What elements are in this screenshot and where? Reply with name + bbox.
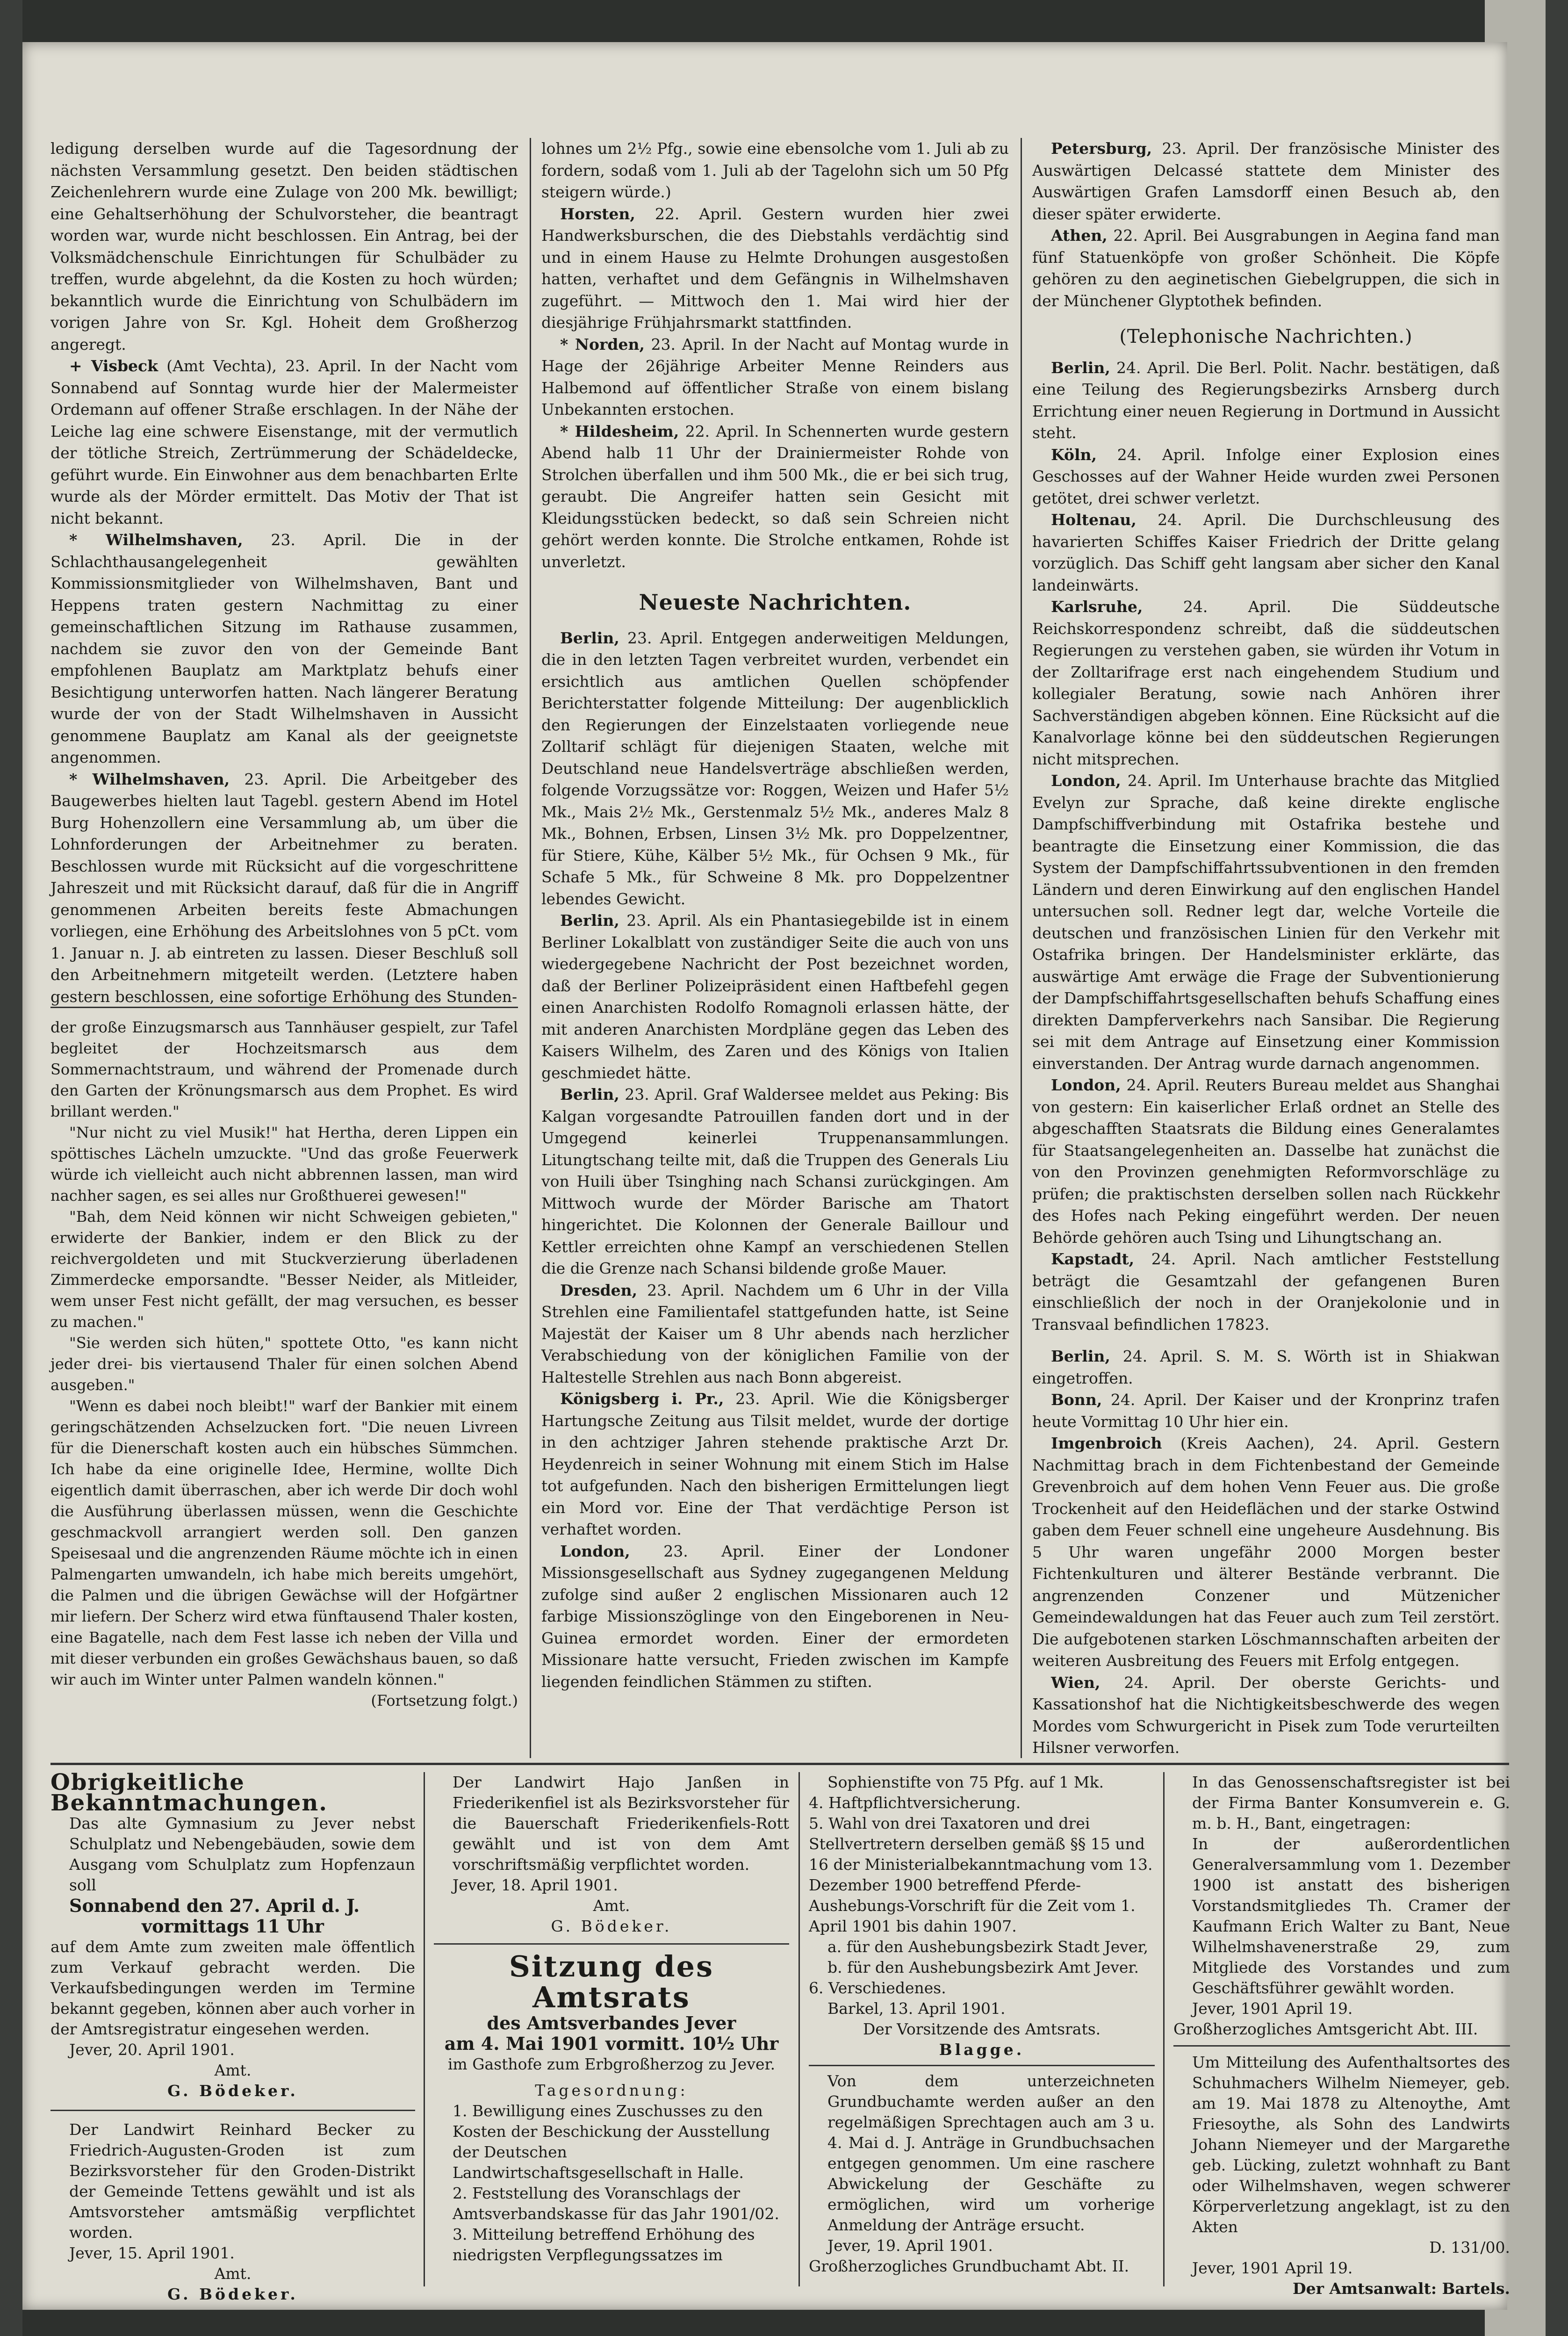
meeting-title: Sitzung des Amtsrats	[509, 1949, 714, 2014]
ad-place-date: Jever, 1901 April 19.	[1192, 2259, 1353, 2277]
column-rule	[1021, 138, 1022, 1758]
dateline: Athen,	[1051, 226, 1108, 245]
article-wilhelmshaven-2	[50, 769, 518, 1008]
tel-wien	[1032, 1672, 1500, 1759]
ad-office: Amt.	[214, 2264, 252, 2283]
ad-column-c	[809, 1772, 1155, 2277]
dateline: Berlin,	[1051, 358, 1110, 377]
feuilleton-text: "Wenn es dabei noch bleibt!" warf der Bankier mit einem geringschätzenden Achselzucken fort. "Die neuen Livreen für die Dienerschaft kosten auch ein hübsches Sümmchen. Ich habe da eine originelle Idee, Hermine, wollte Dich eigentlich damit überraschen, aber ich werde Dir doch wohl die Ausführung überlassen müssen, wenn die Geschichte geschmackvoll arrangiert werden soll. Den ganzen Speisesaal und die angrenzenden Räume möchte ich in einen Palmengarten umwandeln, ich habe mich bereits umgehört, die Palmen und die übrigen Gewächse will der Hofgärtner mir liefern. Der Scherz wird etwa fünftausend Thaler kosten, eine Bagatelle, nach dem Fest lasse ich neben der Villa und mit dieser verbunden ein großes Gewächshaus bauen, so daß wir auch im Winter unter Palmen wandeln können."	[50, 1397, 518, 1688]
dateline: Holtenau,	[1051, 511, 1136, 529]
article-text: 23. April. Die Arbeitgeber des Baugewerbes hielten laut Tagebl. gestern Abend im Hotel Burg Hohenzollern eine Versammlung ab, um über die Lohnforderungen der Arbeitnehmer zu beraten. Beschlossen wurde mit Rücksicht auf die vorgeschrittene Jahreszeit und mit Rücksicht darauf, daß für die in Angriff genommenen Arbeiten bereits feste Abmachungen vorliegen, eine Erhöhung des Arbeitslohnes von 5 pCt. vom 1. Januar n. J. ab eintreten zu lassen. Dieser Beschluß soll den Arbeitnehmern mitgeteilt werden. (Letztere haben gestern beschlossen, eine sofortige Erhöhung des Stunden-	[50, 770, 518, 1006]
ad-place-date: Jever, 18. April 1901.	[453, 1876, 618, 1894]
ad-signature: Blagge.	[939, 2040, 1025, 2059]
article-text: 24. April. Infolge einer Explosion eines Geschosses auf der Wahner Heide wurden zwei Personen getötet, drei schwer verletzt.	[1032, 445, 1500, 507]
news-berlin-1	[541, 627, 1009, 910]
ad-place-date: Jever, 19. April 1901.	[827, 2236, 993, 2255]
article-text: 23. April. Als ein Phantasiegebilde ist in einem Berliner Lokalblatt von zuständiger Seite die auch von uns wiedergegebene Nachricht der Post bezeichnet worden, daß der Berliner Polizeipräsident einen Haftbefehl gegen einen Anarchisten Rodolfo Romagnoli erlassen hätte, der mit anderen Anarchisten Mordpläne gegen das Leben des Kaisers Wilhelm, des Zaren und des Königs von Italien geschmiedet hätte.	[541, 911, 1009, 1082]
ad-office: Großherzogliches Amtsgericht Abt. III.	[1173, 2020, 1478, 2038]
agenda-subitem: b. für den Aushebungsbezirk Amt Jever.	[827, 1958, 1139, 1976]
tel-berlin-2	[1032, 1346, 1500, 1389]
article-wilhelmshaven-1	[50, 529, 518, 769]
feuilleton-text: "Bah, dem Neid können wir nicht Schweigen gebieten," erwiderte der Bankier, indem er den Blick zu der reichvergoldeten und mit Stuckverzierung überladenen Zimmerdecke emporsandte. "Besser Neider, als Mitleider, wem unser Fest nicht gefällt, der mag versuchen, es besser zu machen."	[50, 1208, 518, 1331]
news-london	[541, 1541, 1009, 1693]
dateline: Kapstadt,	[1051, 1250, 1135, 1268]
article-text: (Amt Vechta), 23. April. In der Nacht vom Sonnabend auf Sonntag wurde hier der Malermeister Ordemann auf offener Straße erschlagen. In der Nähe der Leiche lag eine schwere Eisenstange, mit der vermutlich der tötliche Streich, Zertrümmerung der Schädeldecke, geführt wurde. Ein Einwohner aus dem benachbarten Erlte wurde als der Mörder ermittelt. Das Motiv der That ist nicht bekannt.	[50, 357, 518, 527]
article-text: lohnes um 2½ Pfg., sowie eine ebensolche vom 1. Juli ab zu fordern, sodaß vom 1. Juli ab der Tagelohn sich um 50 Pfg steigern würde.)	[541, 139, 1009, 201]
ad-reference: D. 131/00.	[1429, 2238, 1510, 2257]
tel-imgenbroich	[1032, 1433, 1500, 1672]
article-text: 24. April. Reuters Bureau meldet aus Shanghai von gestern: Ein kaiserlicher Erlaß ordnet an Stelle des abgeschafften Staatsrats die Bildung eines Generalamtes für Staatsangelegenheiten an. Dasselbe hat zunächst die von den Provinzen genehmigten Reformvorschläge zu prüfen; die praktischsten derselben sollen nach Rückkehr des Hofes nach Peking eingeführt werden. Der neuen Behörde gehören auch Tsing und Lihungtschang an.	[1032, 1076, 1500, 1247]
ad-signature: Der Amtsanwalt: Bartels.	[1293, 2279, 1510, 2298]
article-text: 23. April. Wie die Königsberger Hartungsche Zeitung aus Tilsit meldet, wurde der dortige in den achtziger Jahren stehende praktische Arzt Dr. Heydenreich in seiner Wohnung mit einem Stich im Halse tot aufgefunden. Nach den bisherigen Ermittelungen liegt ein Mord vor. Eine der That verdächtige Person ist verhaftet worden.	[541, 1390, 1009, 1538]
dateline: Berlin,	[560, 1085, 619, 1103]
agenda-item: 4. Haftpflichtversicherung.	[809, 1794, 1021, 1812]
news-berlin-3	[541, 1084, 1009, 1280]
article-text: 24. April. Die Berl. Polit. Nachr. bestätigen, daß eine Teilung des Regierungsbezirks Arnsberg durch Errichtung einer neuen Regierung in Dortmund in Aussicht steht.	[1032, 358, 1500, 442]
article-text: 23. April. Die in der Schlachthausangelegenheit gewählten Kommissionsmitglieder von Wilhelmshaven, Bant und Heppens traten gestern Nachmittag zu einer gemeinschaftlichen Sitzung im Rathause zusammen, nachdem sie zuvor den von der Gemeinde Bant empfohlenen Bauplatz am Marktplatz behufs einer Besichtigung unterworfen hatten. Nach längerer Beratung wurde der von der Stadt Wilhelmshaven in Aussicht genommene Bauplatz am Kanal als der geeignetste angenommen.	[50, 531, 518, 766]
dateline: Berlin,	[560, 628, 619, 647]
dateline: Imgenbroich	[1051, 1434, 1162, 1452]
dateline: Bonn,	[1051, 1391, 1102, 1409]
agenda-subitem: a. für den Aushebungsbezirk Stadt Jever,	[827, 1938, 1149, 1956]
feuilleton-text: "Sie werden sich hüten," spottete Otto, "es kann nicht jeder drei- bis viertausend Thaler für einen solchen Abend ausgeben."	[50, 1334, 518, 1394]
ad-text: Von dem unterzeichneten Grundbuchamte werden außer an den regelmäßigen Sprechtagen auch am 3 u. 4. Mai d. J. Anträge in Grundbuchsachen entgegen genommen. Um eine raschere Abwickelung der Geschäfte zu ermöglichen, wird um vorherige Anmeldung der Anträge ersucht.	[827, 2072, 1155, 2234]
section-heading: (Telephonische Nachrichten.)	[1119, 326, 1413, 347]
column-rule	[530, 138, 531, 1758]
dateline: Karlsruhe,	[1051, 598, 1143, 616]
scan-border-left	[0, 0, 22, 2336]
tel-holtenau	[1032, 509, 1500, 596]
continuation-note: (Fortsetzung folgt.)	[371, 1692, 518, 1709]
ad-divider	[809, 2065, 1155, 2066]
ad-column-rule	[1163, 1772, 1165, 2286]
dateline: Köln,	[1051, 445, 1097, 464]
ad-text: Um Mitteilung des Aufenthaltsortes des Schuhmachers Wilhelm Niemeyer, geb. am 19. Mai 1878 zu Altenoythe, Amt Friesoythe, als Sohn des Landwirts Johann Niemeyer und der Margarethe geb. Lücking, zuletzt wohnhaft zu Bant oder Wilhelmshaven, wegen schwerer Körperverletzung angeklagt, ist zu den Akten	[1192, 2053, 1510, 2236]
ad-signature: G. Bödeker.	[167, 2082, 298, 2100]
news-berlin-2	[541, 910, 1009, 1084]
article-text: 24. April. Der oberste Gerichts- und Kassationshof hat die Nichtigkeitsbeschwerde des wegen Mordes vom Schwurgericht in Pisek zum Tode verurteilten Hilsner verworfen.	[1032, 1673, 1500, 1757]
article-text: (Kreis Aachen), 24. April. Gestern Nachmittag brach in dem Fichtenbestand der Gemeinde Grevenbroich auf dem hohen Venn Feuer aus. Die große Trockenheit auf den Heideflächen und der starke Ostwind gaben dem Feuer schnell eine ungeheure Ausdehnung. Bis 5 Uhr waren ungefähr 2000 Morgen bester Fichtenkulturen und älterer Bestände verbrannt. Die angrenzenden Conzener und Mützenicher Gemeindewaldungen hat das Feuer auch zum Teil zerstört. Die aufgebotenen starken Löschmannschaften arbeiten der weiteren Ausbreitung des Feuers mit Erfolg entgegen.	[1032, 1434, 1500, 1670]
tel-koeln	[1032, 444, 1500, 510]
news-dresden	[541, 1280, 1009, 1389]
agenda-item: Sophienstifte von 75 Pfg. auf 1 Mk.	[827, 1773, 1104, 1791]
tel-berlin	[1032, 357, 1500, 444]
feuilleton	[50, 1017, 518, 1711]
column-2	[541, 138, 1009, 1693]
dateline: * Wilhelmshaven,	[69, 770, 230, 788]
dateline: Horsten,	[560, 204, 635, 223]
dateline: Berlin,	[1051, 1347, 1110, 1365]
scan-border-right	[1546, 0, 1568, 2336]
tel-london-1	[1032, 770, 1500, 1074]
dateline: * Norden,	[560, 335, 645, 353]
ad-text: Der Landwirt Hajo Janßen in Friederikenfiel ist als Bezirksvorsteher für die Bauerschaft Friederikenfiels-Rott gewählt und ist von dem Amt vorschriftsmäßig verpflichtet worden.	[453, 1773, 789, 1874]
dateline: London,	[560, 1542, 630, 1560]
ad-place-date: Jever, 1901 April 19.	[1192, 1999, 1353, 2018]
article-text: 24. April. Der Kaiser und der Kronprinz trafen heute Vormittag 10 Uhr hier ein.	[1032, 1391, 1500, 1431]
ad-place-date: Jever, 20. April 1901.	[69, 2040, 235, 2059]
meeting-datetime: am 4. Mai 1901 vormitt. 10½ Uhr	[444, 2033, 779, 2054]
ad-time: vormittags 11 Uhr	[142, 1916, 324, 1937]
news-petersburg	[1032, 138, 1500, 225]
ad-office: Der Vorsitzende des Amtsrats.	[863, 2020, 1101, 2038]
tel-bonn	[1032, 1389, 1500, 1433]
ad-column-d	[1173, 1772, 1510, 2299]
ad-column-b	[434, 1772, 789, 2265]
ad-divider	[434, 1943, 789, 1945]
article-text: 23. April. Graf Waldersee meldet aus Peking: Bis Kalgan vorgesandte Patrouillen fanden dort und in der Umgegend keinerlei Truppenansammlungen. Litungtschang teilte mit, daß die Truppen des Generals Liu von Huili über Tsinghing nach Schansi zurückgingen. Am Mittwoch wurde der Mörder Barische am Thatort hingerichtet. Die Kolonnen der Generale Baillour und Kettler erreichten ohne Kampf an verschiedenen Stellen die die Grenze nach Schansi bildende große Mauer.	[541, 1085, 1009, 1277]
dateline: Dresden,	[560, 1281, 638, 1299]
article-text: 23. April. In der Nacht auf Montag wurde in Hage der 26jährige Arbeiter Menne Reinders aus Halbemond auf öffentlicher Straße von einem bislang Unbekannten erstochen.	[541, 335, 1009, 418]
ad-office: Großherzogliches Grundbuchamt Abt. II.	[809, 2257, 1129, 2275]
article-horsten	[541, 203, 1009, 334]
feuilleton-text: "Nur nicht zu viel Musik!" hat Hertha, deren Lippen ein spöttisches Lächeln umzuckte. "Und das große Feuerwerk würde ich vielleicht auch nicht abbrennen lassen, man wird nachher sagen, es sei alles nur Großthuerei gewesen!"	[50, 1124, 518, 1204]
dateline: Königsberg i. Pr.,	[560, 1390, 724, 1408]
dateline: Wien,	[1051, 1673, 1100, 1692]
ad-office: Amt.	[214, 2061, 252, 2079]
ad-date: Sonnabend den 27. April d. J.	[69, 1895, 360, 1916]
agenda-item: 6. Verschiedenes.	[809, 1979, 946, 1997]
dateline: Berlin,	[560, 911, 619, 930]
ad-divider	[50, 2110, 415, 2111]
article-text: 22. April. In Schennerten wurde gestern Abend halb 11 Uhr der Drainiermeister Rohde von Strolchen überfallen und ihm 500 Mk., die er bei sich trug, geraubt. Die Angreifer hatten sein Gesicht mit Kleidungsstücken bedeckt, so daß sein Schreien nicht gehört werden konnte. Die Strolche entkamen, Rohde ist unverletzt.	[541, 422, 1009, 571]
article-text: 22. April. Gestern wurden hier zwei Handwerksburschen, die des Diebstahls verdächtig sind und in einem Hause zu Helmte Drohungen ausgestoßen hatten, verhaftet und dem Gefängnis in Wilhelmshaven zugeführt. — Mittwoch den 1. Mai wird hier der diesjährige Frühjahrsmarkt stattfinden.	[541, 204, 1009, 332]
dateline: London,	[1051, 1076, 1121, 1094]
column-3	[1032, 138, 1500, 1759]
feuilleton-text: der große Einzugsmarsch aus Tannhäuser gespielt, zur Tafel begleitet der Hochzeitsmarsch aus dem Sommernachtstraum, und während der Promenade durch den Garten der Krönungsmarsch aus dem Prophet. Es wird brillant werden."	[50, 1018, 518, 1120]
meeting-location: im Gasthofe zum Erbgroßherzog zu Jever.	[447, 2055, 776, 2073]
article-text: 24. April. Die Süddeutsche Reichskorrespondenz schreibt, daß die süddeutschen Regierungen zu verstehen gaben, sie würden ihr Votum in der Zolltarifrage erst nach eingehendem Studium und kollegialer Beratung, sowie nach Anhören ihrer Sachverständigen abgeben können. Eine Rücksicht auf die Kanalvorlage könne bei den süddeutschen Regierungen nicht mitsprechen.	[1032, 598, 1500, 768]
article-norden	[541, 334, 1009, 421]
tel-kapstadt	[1032, 1248, 1500, 1335]
tel-london-2	[1032, 1074, 1500, 1248]
tel-karlsruhe	[1032, 596, 1500, 770]
ad-place-date: Jever, 15. April 1901.	[69, 2244, 235, 2262]
article-text: ledigung derselben wurde auf die Tagesordnung der nächsten Versammlung gesetzt. Den beiden städtischen Zeichenlehrern wurde eine Zulage von 200 Mk. bewilligt; eine Gehaltserhöhung der Schulvorsteher, die beantragt worden war, wurde nicht beschlossen. Ein Antrag, bei der Volksmädchenschule Einrichtungen für Schulbäder zu treffen, wurde abgelehnt, da die Kosten zu hoch würden; bekanntlich wurde die Einrichtung von Schulbädern im vorigen Jahre von Sr. Kgl. Hoheit dem Großherzog angeregt.	[50, 139, 518, 353]
article-text: 24. April. S. M. S. Wörth ist in Shiakwan eingetroffen.	[1032, 1347, 1500, 1387]
article-text: 23. April. Nachdem um 6 Uhr in der Villa Strehlen eine Familientafel stattgefunden hatte, ist Seine Majestät der Kaiser um 8 Uhr abends nach herzlicher Verabschiedung von der königlichen Familie von der Haltestelle Strehlen aus nach Bonn abgereist.	[541, 1281, 1009, 1386]
ad-divider	[1173, 2045, 1510, 2047]
ad-column-a	[50, 1769, 415, 2305]
ad-text: In der außerordentlichen Generalversammlung vom 1. Dezember 1900 ist anstatt des bisherigen Vorstandsmitgliedes Th. Cramer der Kaufmann Erich Walter zu Bant, Neue Wilhelmshavenerstraße 29, zum Mitgliede des Vorstandes und zum Geschäftsführer gewählt worden.	[1192, 1835, 1510, 1997]
ad-text: Das alte Gymnasium zu Jever nebst Schulplatz und Nebengebäuden, sowie dem Ausgang vom Schulplatz zum Hopfenzaun soll	[69, 1814, 415, 1894]
announcements-title: Obrigkeitliche Bekanntmachungen.	[50, 1769, 328, 1816]
column-1	[50, 138, 518, 1008]
agenda-item: 5. Wahl von drei Taxatoren und drei Stellvertretern derselben gemäß §§ 15 und 16 der Ministerialbekanntmachung vom 13. Dezember 1900 betreffend Pferde-Aushebungs-Vorschrift für die Zeit vom 1. April 1901 bis dahin 1907.	[809, 1814, 1153, 1935]
agenda-item: 2. Feststellung des Voranschlags der Amtsverbandskasse für das Jahr 1901/02.	[453, 2184, 779, 2223]
ad-signature: G. Bödeker.	[551, 1917, 672, 1935]
ad-column-rule	[424, 1772, 425, 2286]
article-text: 23. April. Einer der Londoner Missionsgesellschaft aus Sydney zugegangenen Meldung zufolge sind außer 2 englischen Missionaren auch 12 farbige Missionszöglinge von den Eingeborenen in Neu-Guinea ermordet worden. Einer der ermordeten Missionare hatte versucht, Frieden zwischen im Kampfe liegenden feindlichen Stämmen zu stiften.	[541, 1542, 1009, 1691]
dateline: + Visbeck	[69, 357, 158, 375]
news-athen	[1032, 225, 1500, 312]
article-text: 24. April. Nach amtlicher Feststellung beträgt die Gesamtzahl der gefangenen Buren einschließlich der noch in der Oranjekolonie und in Transvaal befindlichen 17823.	[1032, 1250, 1500, 1334]
dateline: London,	[1051, 771, 1121, 790]
ad-signature: G. Bödeker.	[167, 2285, 298, 2303]
news-koenigsberg	[541, 1388, 1009, 1541]
ad-text: In das Genossenschaftsregister ist bei der Firma Banter Konsumverein e. G. m. b. H., Bant, eingetragen:	[1192, 1773, 1510, 1832]
article-text: 23. April. Entgegen anderweitigen Meldungen, die in den letzten Tagen verbreitet wurden, verbendet ein ersichtlich aus amtlichen Quellen schöpfender Berichterstatter folgende Mitteilung: Der augenblicklich den Regierungen der Einzelstaaten vorliegende neue Zolltarif schlägt für diejenigen Staaten, welche mit Deutschland neue Handelsverträge abschließen werden, folgende Vorzugssätze vor: Roggen, Weizen und Hafer 5½ Mk., Mais 2½ Mk., Gerstenmalz 5½ Mk., anderes Malz 8 Mk., Bohnen, Erbsen, Linsen 3½ Mk. pro Doppelzentner, für Stiere, Kühe, Kälber 5½ Mk., für Ochsen 9 Mk., für Schafe 5 Mk., für Schweine 8 Mk. pro Doppelzentner lebendes Gewicht.	[541, 628, 1009, 908]
agenda-item: 3. Mitteilung betreffend Erhöhung des niedrigsten Verpflegungssatzes im	[453, 2225, 755, 2264]
agenda-item: 1. Bewilligung eines Zuschusses zu den Kosten der Beschickung der Ausstellung der Deutschen Landwirtschaftsgesellschaft in Halle.	[453, 2102, 770, 2182]
newspaper-page	[22, 42, 1510, 2310]
meeting-subtitle: des Amtsverbandes Jever	[487, 2012, 736, 2033]
announcements-divider	[50, 1763, 1509, 1765]
ad-place-date: Barkel, 13. April 1901.	[827, 1999, 1006, 2018]
article-text: 22. April. Bei Ausgrabungen in Aegina fand man fünf Statuenköpfe von großer Schönheit. Die Köpfe gehören zu den aeginetischen Giebelgruppen, die sich in der Münchener Glyptothek befinden.	[1032, 226, 1500, 310]
dateline: * Wilhelmshaven,	[69, 531, 243, 549]
article-hildesheim	[541, 421, 1009, 573]
section-heading: Neueste Nachrichten.	[639, 590, 912, 615]
dateline: * Hildesheim,	[560, 422, 679, 440]
ad-text: auf dem Amte zum zweiten male öffentlich zum Verkauf gebracht werden. Die Verkaufsbedingungen werden im Termine bekannt gegeben, können aber auch vorher in der Amtsregistratur eingesehen werden.	[50, 1938, 415, 2038]
article-text: 24. April. Im Unterhause brachte das Mitglied Evelyn zur Sprache, daß keine direkte englische Dampfschiffverbindung mit Ostafrika bestehe und beantragte die Einsetzung einer Kommission, die das System der Dampfschiffahrtssubventionen in den fremden Ländern und deren Einwirkung auf den englischen Handel untersuchen soll. Redner legt dar, welche Vorteile die deutschen und französischen Linien für den Verkehr mit Ostafrika bringen. Der Handelsminister erklärte, das auswärtige Amt erwäge die Frage der Subventionierung der Dampfschiffahrtsgesellschaften behufs Schaffung eines direkten Dampferverkehrs nach Sansibar. Die Regierung sei mit dem Antrage auf Einsetzung einer Kommission einverstanden. Der Antrag wurde darnach angenommen.	[1032, 771, 1500, 1073]
feuilleton-divider	[50, 1007, 518, 1008]
article-text: 23. April. Der französische Minister des Auswärtigen Delcassé stattete dem Minister des Auswärtigen Grafen Lamsdorff einen Besuch ab, den dieser später erwiderte.	[1032, 139, 1500, 223]
ad-office: Amt.	[593, 1896, 630, 1915]
dateline: Petersburg,	[1051, 139, 1152, 158]
agenda-heading: Tagesordnung:	[535, 2081, 688, 2099]
article-visbeck	[50, 355, 518, 529]
ad-text: Der Landwirt Reinhard Becker zu Friedrich-Augusten-Groden ist zum Bezirksvorsteher für den Groden-Distrikt der Gemeinde Tettens gewählt und ist als Amtsvorsteher amtsmäßig verpflichtet worden.	[69, 2120, 415, 2242]
ad-column-rule	[798, 1772, 800, 2286]
article-text: 24. April. Die Durchschleusung des havarierten Schiffes Kaiser Friedrich der Dritte gelang vorzüglich. Das Schiff geht langsam aber sicher den Kanal landeinwärts.	[1032, 511, 1500, 594]
